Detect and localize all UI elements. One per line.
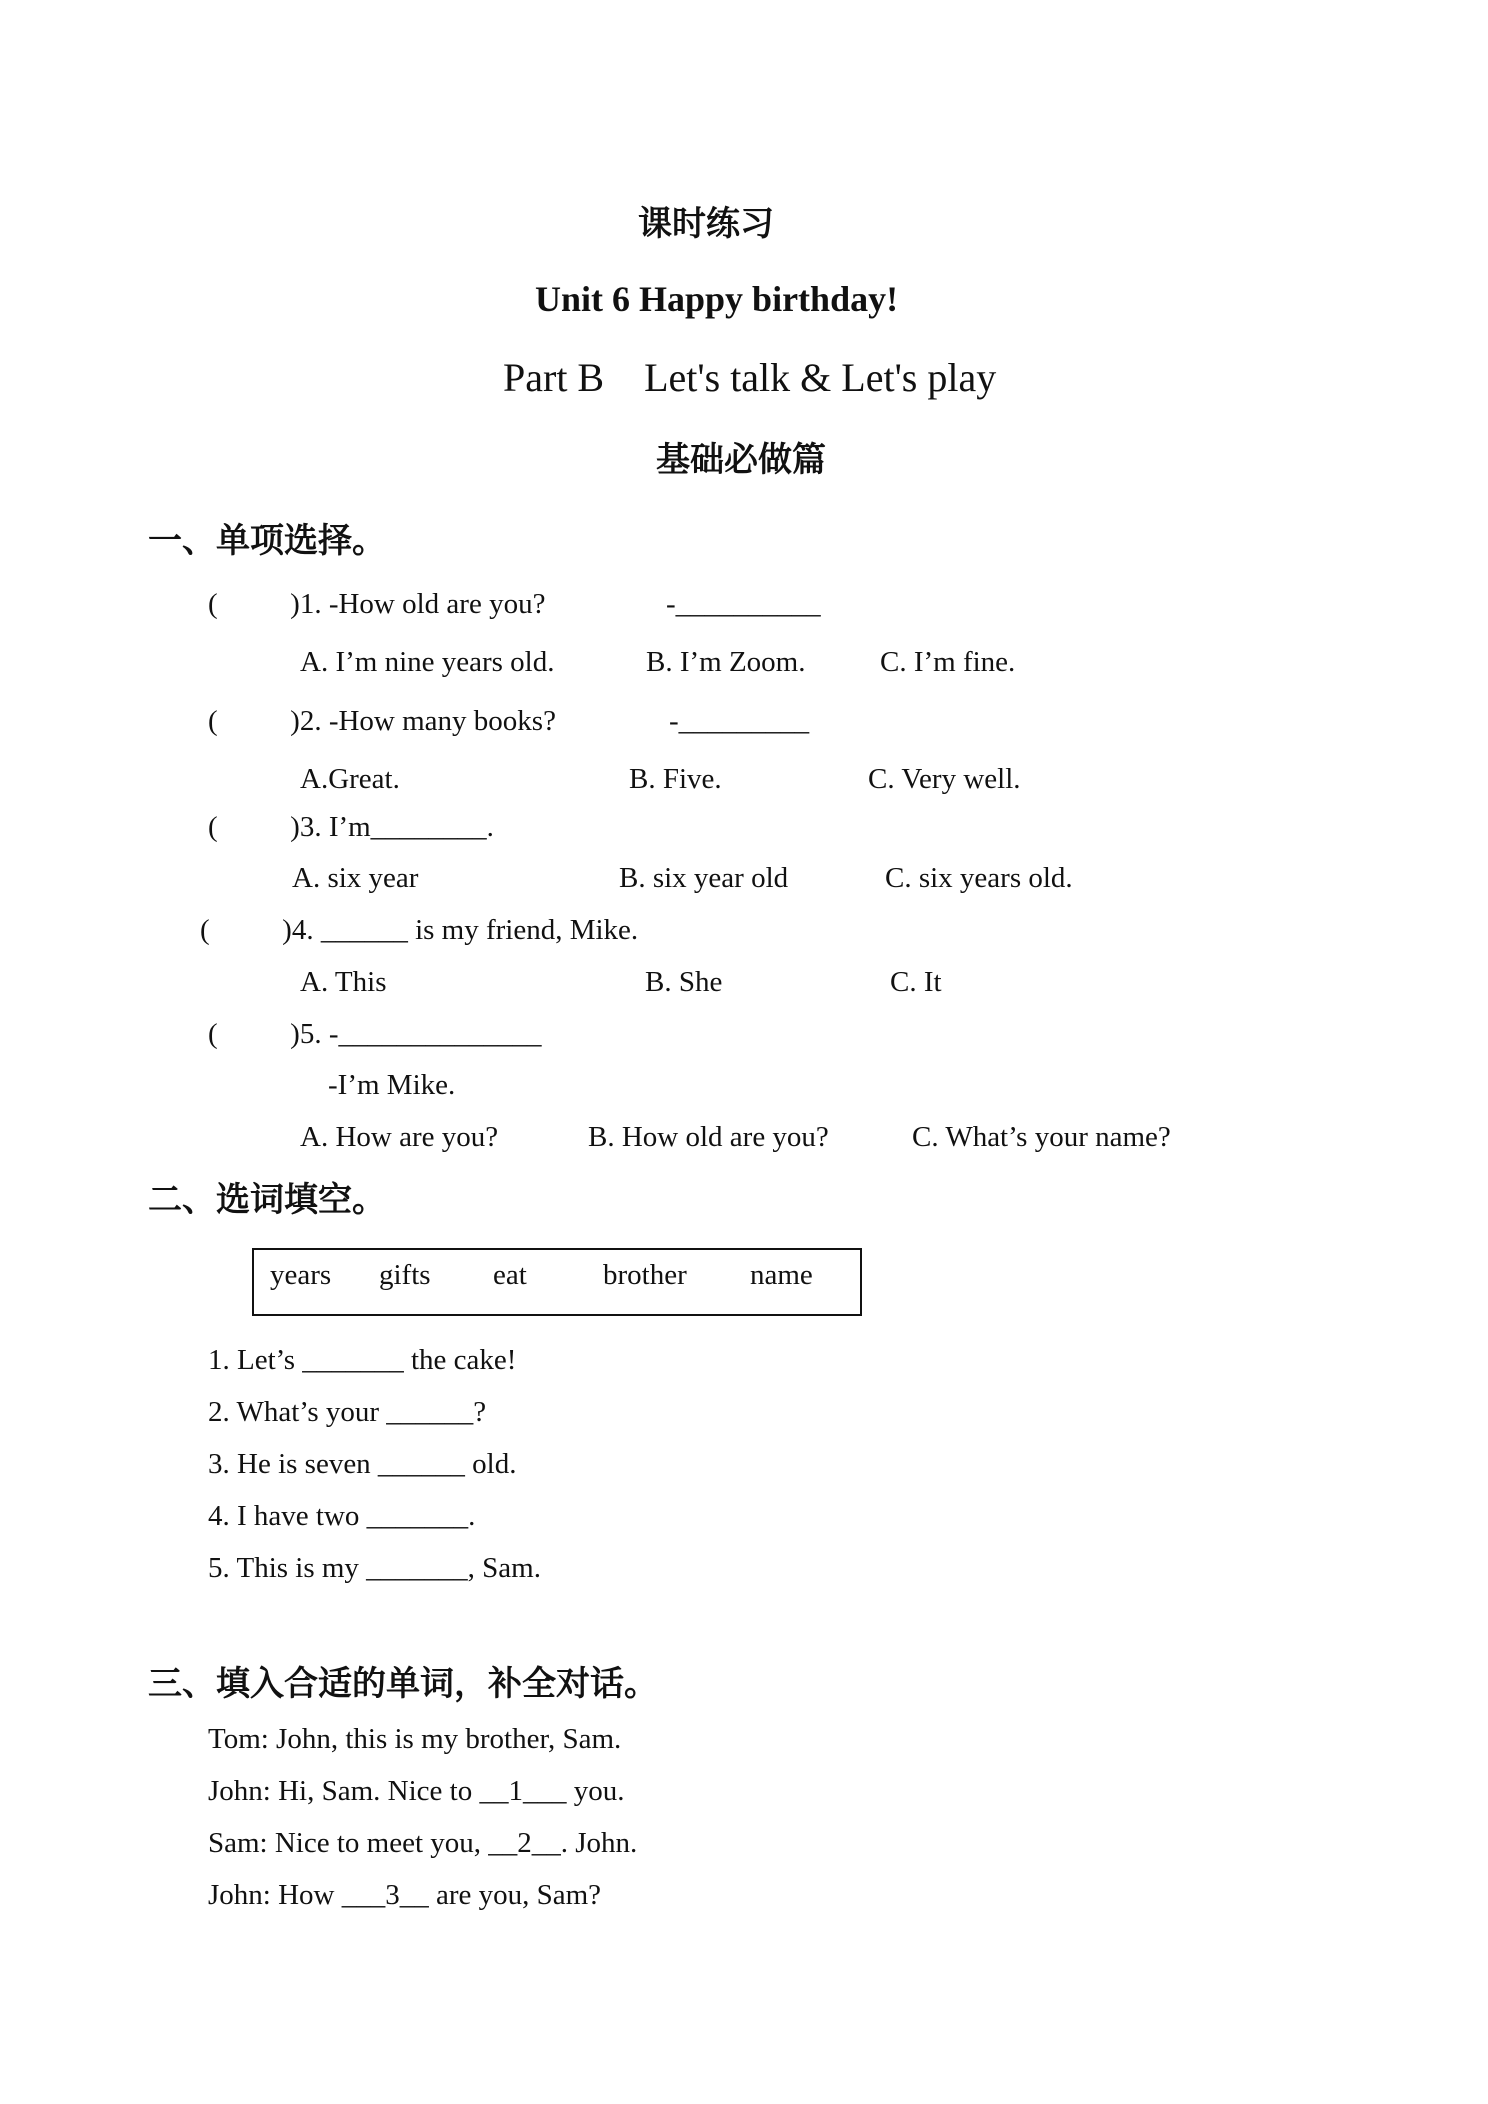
question-3-option-a: A. six year	[292, 862, 419, 894]
question-4-option-c: C. It	[890, 966, 942, 998]
fill-item-5: 5. This is my _______, Sam.	[208, 1552, 541, 1584]
dialogue-line-3: Sam: Nice to meet you, __2__. John.	[208, 1827, 638, 1859]
question-1-option-b: B. I’m Zoom.	[646, 646, 806, 678]
question-3-option-b: B. six year old	[619, 862, 789, 894]
fill-item-4: 4. I have two _______.	[208, 1500, 476, 1532]
page-title: 课时练习	[638, 204, 774, 244]
question-5-option-c: C. What’s your name?	[912, 1121, 1171, 1153]
word-bank-word: gifts	[379, 1259, 431, 1291]
question-5: ( )5. -______________	[208, 1018, 542, 1050]
fill-item-3: 3. He is seven ______ old.	[208, 1448, 517, 1480]
question-1-option-c: C. I’m fine.	[880, 646, 1016, 678]
fill-item-2: 2. What’s your ______?	[208, 1396, 487, 1428]
question-3-option-c: C. six years old.	[885, 862, 1073, 894]
fill-item-1: 1. Let’s _______ the cake!	[208, 1344, 517, 1376]
word-bank-word: brother	[603, 1259, 687, 1291]
word-bank-word: years	[270, 1259, 332, 1291]
question-2-option-a: A.Great.	[300, 763, 400, 795]
question-5-option-b: B. How old are you?	[588, 1121, 829, 1153]
question-2: ( )2. -How many books?	[208, 705, 556, 737]
question-2-answer: -_________	[669, 705, 810, 737]
section3-heading: 三、填入合适的单词，补全对话。	[148, 1664, 658, 1704]
dialogue-line-4: John: How ___3__ are you, Sam?	[208, 1879, 602, 1911]
section1-heading: 一、单项选择。	[148, 521, 386, 561]
question-1-answer: -__________	[666, 588, 821, 620]
question-2-option-b: B. Five.	[629, 763, 722, 795]
dialogue-line-1: Tom: John, this is my brother, Sam.	[208, 1723, 622, 1755]
question-4-option-b: B. She	[645, 966, 723, 998]
part-title: Part B Let's talk & Let's play	[503, 355, 997, 400]
question-1-option-a: A. I’m nine years old.	[300, 646, 555, 678]
section2-heading: 二、选词填空。	[148, 1180, 386, 1220]
question-2-option-c: C. Very well.	[868, 763, 1021, 795]
question-5-answer: -I’m Mike.	[328, 1069, 456, 1101]
level-title: 基础必做篇	[656, 440, 826, 480]
question-3: ( )3. I’m________.	[208, 811, 494, 843]
question-5-option-a: A. How are you?	[300, 1121, 499, 1153]
question-4: ( )4. ______ is my friend, Mike.	[200, 914, 639, 946]
question-1: ( )1. -How old are you?	[208, 588, 546, 620]
unit-title: Unit 6 Happy birthday!	[535, 279, 899, 319]
word-bank-word: name	[750, 1259, 813, 1291]
word-bank-word: eat	[493, 1259, 527, 1291]
question-4-option-a: A. This	[300, 966, 387, 998]
dialogue-line-2: John: Hi, Sam. Nice to __1___ you.	[208, 1775, 625, 1807]
